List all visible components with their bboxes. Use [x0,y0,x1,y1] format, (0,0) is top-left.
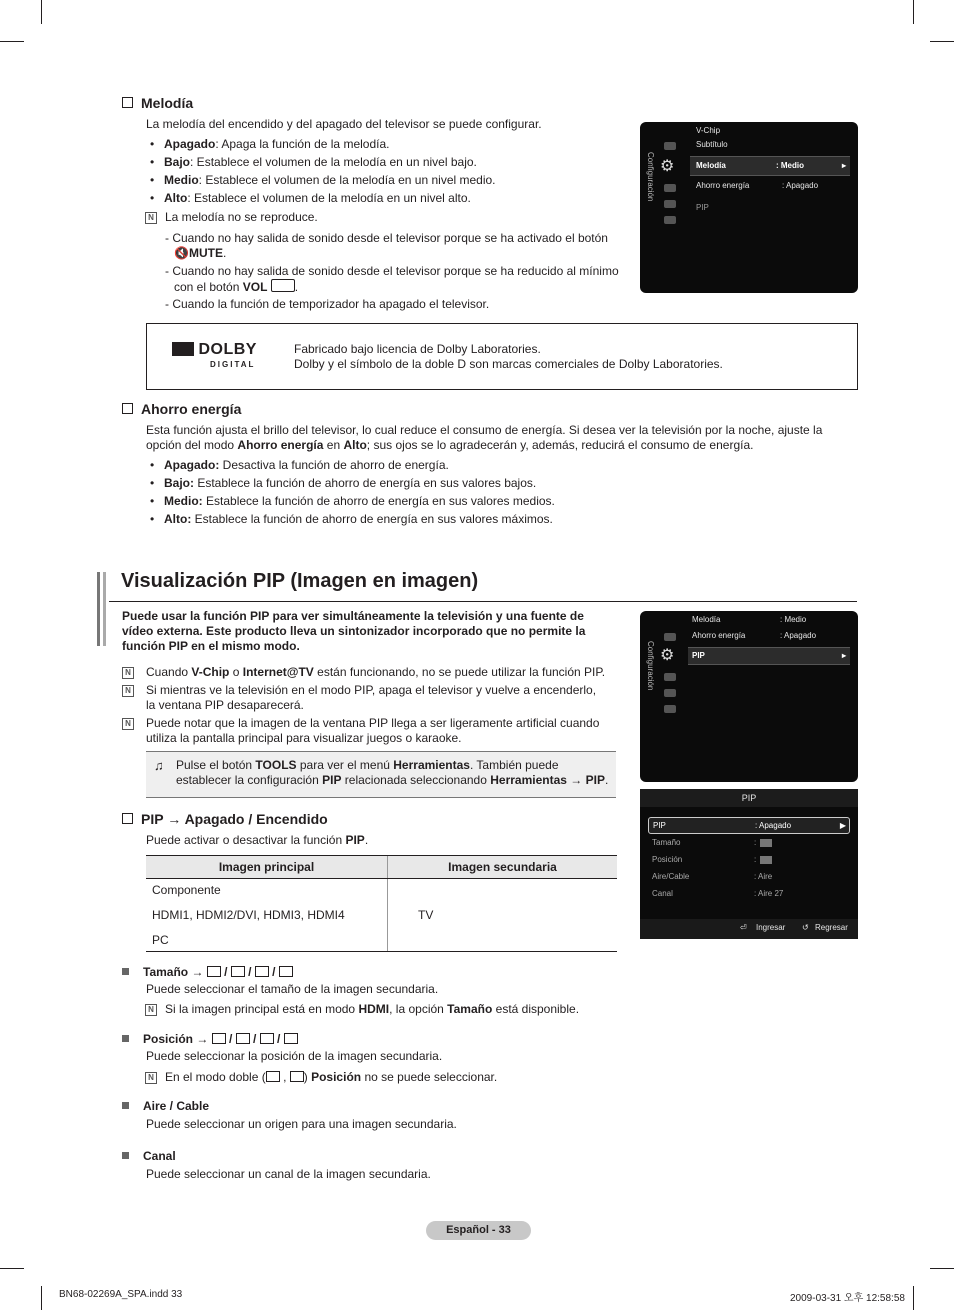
list-item: • Medio: Establece el volumen de la melodía en un nivel medio. [146,171,626,189]
dolby-line-1: Fabricado bajo licencia de Dolby Laboratories. [294,342,541,356]
crop-mark [0,41,24,42]
pip-onoff-intro: Puede activar o desactivar la función PIP. [146,833,369,847]
heading-bar [103,572,106,646]
list-item: • Bajo: Establece el volumen de la melodía en un nivel bajo. [146,153,626,171]
square-bullet-icon [122,968,129,975]
osd-row[interactable]: Ahorro energía : Apagado [692,631,817,640]
application-icon [664,705,676,713]
application-icon [664,216,676,224]
melodia-dash-2: - Cuando no hay salida de sonido desde el televisor porque se ha reducido al mínimo con el botón VOL . [165,264,619,294]
checkbox-icon [122,403,133,414]
picture-icon [664,142,676,150]
channel-icon [664,673,676,681]
arrow-right-icon: ▶ [839,821,846,830]
dolby-line-2: Dolby y el símbolo de la doble D son marcas comerciales de Dolby Laboratories. [294,357,723,371]
melodia-dash-3: - Cuando la función de temporizador ha apagado el televisor. [165,297,490,311]
size-small-icon [231,966,245,977]
item-canal-desc: Puede seleccionar un canal de la imagen secundaria. [146,1167,431,1181]
tamano-note: N Si la imagen principal está en modo HDMI, la opción Tamaño está disponible. [145,1002,579,1017]
osd-row[interactable]: V-Chip [696,126,721,135]
crop-mark [41,0,42,24]
note-icon: N [122,685,134,697]
enter-label: Ingresar [756,923,786,932]
section-title-ahorro: Ahorro energía [122,401,241,417]
osd-row[interactable]: Aire/Cable : Aire [652,872,773,881]
osd-menu-config-1 [640,122,858,293]
checkbox-icon [122,813,133,824]
list-item: • Bajo: Establece la función de ahorro de energía en sus valores bajos. [146,474,846,492]
heading-bar [97,572,100,646]
list-item: • Apagado: Desactiva la función de ahorro de energía. [146,456,846,474]
table-header: Imagen secundaria [448,860,557,874]
osd-row-selected[interactable]: PIP ▸ [688,647,850,665]
osd-row-selected[interactable]: Melodía : Medio ▸ [690,156,850,176]
checkbox-icon [122,97,133,108]
osd-row[interactable]: Melodía : Medio [692,615,807,624]
section-title-melodia: Melodía [122,95,193,111]
return-icon: ↺ [802,923,809,932]
section-title-pip-onoff: PIP → Apagado / Encendido [122,811,328,827]
picture-icon [664,633,676,641]
osd-side-label: Configuración [646,152,655,202]
square-bullet-icon [122,1035,129,1042]
dolby-logo: DOLBY DIGITAL [172,341,257,369]
input-icon [664,689,676,697]
double-screen-alt-icon [290,1071,304,1082]
item-posicion-title: Posición → / / / [122,1032,298,1047]
position-top-right-icon [236,1033,250,1044]
pip-note-3: N Puede notar que la imagen de la ventana PIP llega a ser ligeramente artificial cuando utiliza la pantalla principal para visualizar juegos o karaoke. [122,716,599,746]
list-item: • Alto: Establece el volumen de la melodía en un nivel alto. [146,189,626,207]
gear-icon: ⚙ [660,158,675,175]
volume-button-icon [271,279,295,292]
position-top-left-icon [260,1033,274,1044]
crop-mark [41,1286,42,1310]
osd-row[interactable]: PIP [696,203,709,212]
osd-row-selected[interactable]: PIP : Apagado ▶ [648,817,850,834]
crop-mark [913,0,914,24]
osd-row[interactable]: Posición : [652,853,848,867]
input-icon [664,200,676,208]
return-label: Regresar [815,923,848,932]
melodia-intro: La melodía del encendido y del apagado del televisor se puede configurar. [146,117,542,131]
table-cell: PC [152,933,169,947]
melodia-bullets [146,135,626,207]
osd-menu-config-2 [640,611,858,782]
file-slug: BN68-02269A_SPA.indd 33 [59,1289,183,1300]
osd-footer [640,919,858,939]
item-aire-desc: Puede seleccionar un origen para una imagen secundaria. [146,1117,457,1131]
double-screen-icon [266,1071,280,1082]
double-screen-icon [255,966,269,977]
list-item: • Apagado: Apaga la función de la melodía. [146,135,626,153]
crop-mark [0,1268,24,1269]
enter-icon: ⏎ [740,923,747,932]
double-screen-alt-icon [279,966,293,977]
note-icon: N [145,1072,157,1084]
note-icon: N [145,212,157,224]
table-cell: HDMI1, HDMI2/DVI, HDMI3, HDMI4 [152,908,345,922]
item-tamano-desc: Puede seleccionar el tamaño de la imagen secundaria. [146,982,439,996]
pip-source-table [146,855,617,952]
ahorro-intro: Esta función ajusta el brillo del televisor, lo cual reduce el consumo de energía. Si desea ver la televisión por la noche, ajuste la opción del modo Ahorro energía en Alto; sus ojos se lo agradecerán y, además, reducirá el consumo de energía. [146,423,823,452]
position-icon [760,856,772,864]
gear-icon: ⚙ [660,647,675,664]
osd-row[interactable]: Ahorro energía : Apagado [696,181,819,190]
pip-note-1: N Cuando V-Chip o Internet@TV están funcionando, no se puede utilizar la función PIP. [122,665,605,680]
heading-rule [109,601,857,602]
melodia-dash-1: - Cuando no hay salida de sonido desde el televisor porque se ha activado el botón 🔇MUTE. [165,231,608,260]
osd-menu-pip [640,789,858,939]
page-number: Español - 33 [426,1221,531,1240]
crop-mark [913,1286,914,1310]
arrow-right-icon: ▸ [841,161,846,170]
square-bullet-icon [122,1102,129,1109]
dolby-box [146,323,858,390]
position-bottom-left-icon [212,1033,226,1044]
note-icon: N [122,667,134,679]
osd-row[interactable]: Tamaño : [652,836,848,850]
size-large-icon [207,966,221,977]
item-tamano-title: Tamaño → / / / [122,965,293,980]
position-bottom-right-icon [284,1033,298,1044]
pip-intro: Puede usar la función PIP para ver simultáneamente la televisión y una fuente de vídeo externa. Este producto lleva un sintonizador incorporado que no permite la función PIP en el mismo modo. [122,609,586,653]
table-header: Imagen principal [146,856,388,878]
channel-icon [664,184,676,192]
arrow-right-icon: ▸ [841,651,846,660]
item-posicion-desc: Puede seleccionar la posición de la imagen secundaria. [146,1049,443,1063]
size-icon [760,839,772,847]
page-heading: Visualización PIP (Imagen en imagen) [121,570,479,592]
print-date: 2009-03-31 오후 12:58:58 [790,1293,905,1304]
melodia-note: N La melodía no se reproduce. [145,210,318,225]
osd-row[interactable]: Canal : Aire 27 [652,889,784,898]
tools-text: Pulse el botón TOOLS para ver el menú Herramientas. También puede establecer la configuración PIP relacionada seleccionando Herramientas → PIP. [176,758,609,787]
note-icon: N [122,718,134,730]
osd-title: PIP [640,789,858,807]
crop-mark [930,1268,954,1269]
pip-note-2: N Si mientras ve la televisión en el modo PIP, apaga el televisor y vuelve a encenderlo, la ventana PIP desaparecerá. [122,683,596,713]
posicion-note: N En el modo doble ( , ) Posición no se puede seleccionar. [145,1070,497,1085]
list-item: • Medio: Establece la función de ahorro de energía en sus valores medios. [146,492,846,510]
osd-row[interactable]: Subtítulo [696,140,728,149]
square-bullet-icon [122,1152,129,1159]
tools-icon: ♫ [154,758,164,773]
tools-box [146,751,616,798]
note-icon: N [145,1004,157,1016]
item-canal-title: Canal [122,1149,176,1164]
table-cell: Componente [152,883,221,897]
table-cell: TV [418,908,434,922]
crop-mark [930,41,954,42]
osd-side-label: Configuración [646,641,655,691]
ahorro-bullets [146,456,846,528]
item-aire-title: Aire / Cable [122,1099,209,1114]
list-item: • Alto: Establece la función de ahorro de energía en sus valores máximos. [146,510,846,528]
